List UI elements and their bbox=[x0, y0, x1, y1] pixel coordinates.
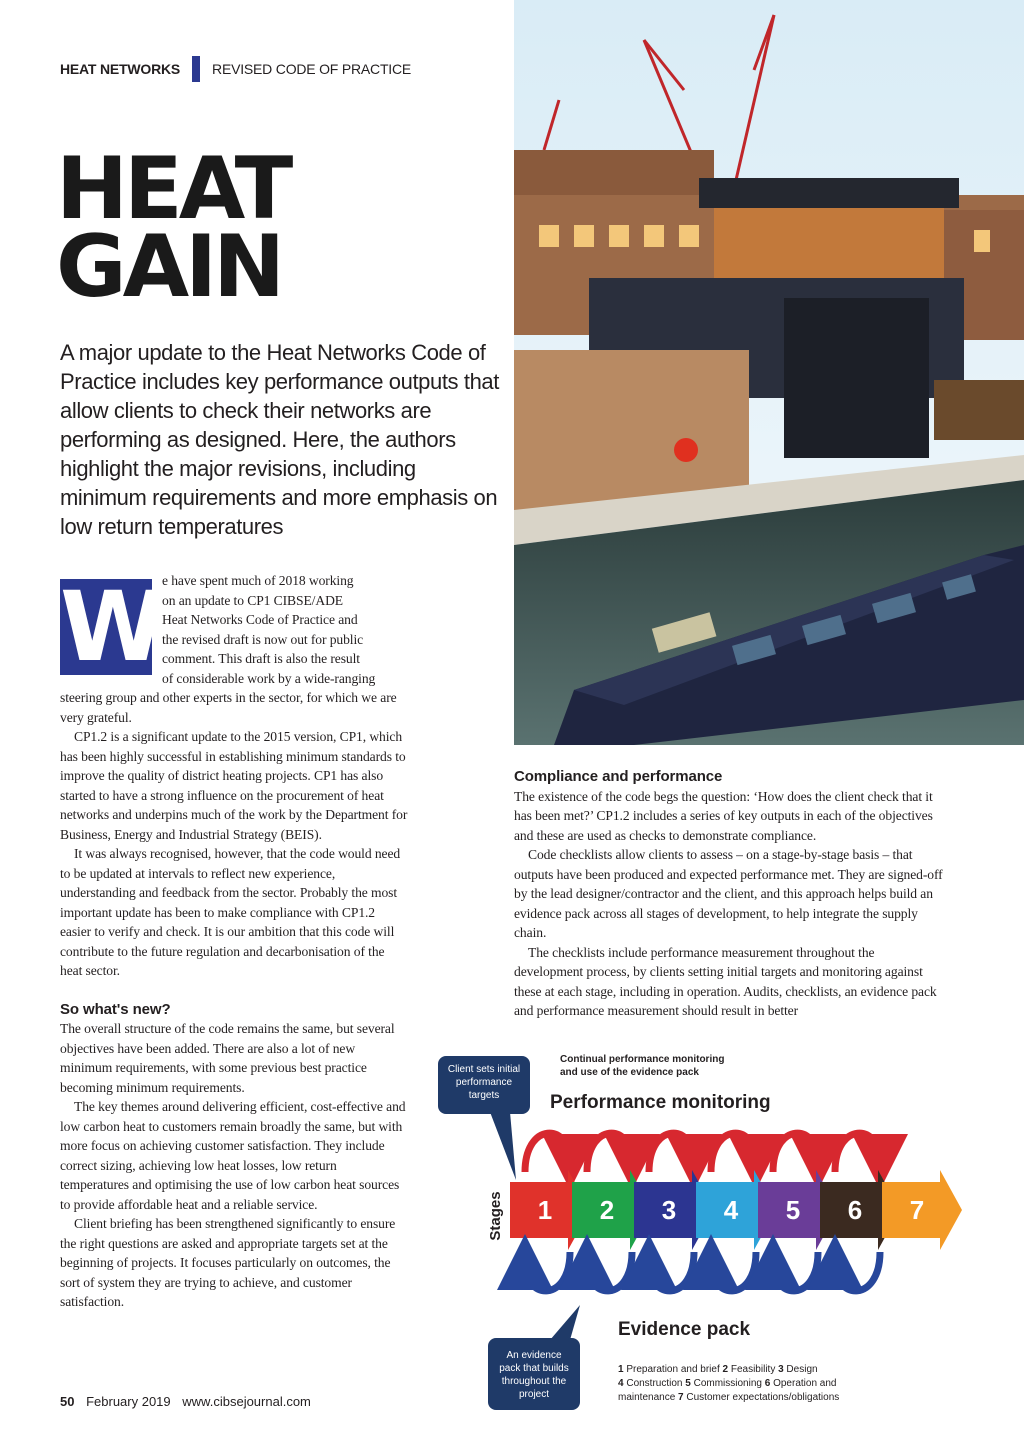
performance-diagram bbox=[430, 1040, 990, 1440]
loop-arrow bbox=[649, 1252, 694, 1291]
intro-line: the revised draft is now out for public bbox=[162, 631, 364, 647]
stage-number-7: 7 bbox=[909, 1195, 925, 1225]
section-header bbox=[60, 56, 411, 82]
header-divider bbox=[192, 56, 200, 82]
top-loop-arrows bbox=[525, 1133, 880, 1172]
paragraph: steering group and other experts in the sector, for which we are very grateful. bbox=[60, 690, 397, 725]
loop-arrow bbox=[587, 1133, 632, 1172]
page-footer bbox=[60, 1394, 311, 1409]
intro-lines bbox=[162, 571, 402, 688]
stage-arrows bbox=[510, 1170, 962, 1250]
intro-line: Heat Networks Code of Practice and bbox=[162, 612, 358, 627]
loop-arrow bbox=[649, 1133, 694, 1172]
callout-bottom-text-1: An evidence bbox=[506, 1350, 562, 1361]
bottom-loop-arrows bbox=[525, 1252, 880, 1291]
intro-line: comment. This draft is also the result bbox=[162, 651, 360, 666]
left-column bbox=[60, 688, 408, 1312]
loop-arrow bbox=[773, 1133, 818, 1172]
paragraph: It was always recognised, however, that the code would need to be updated at intervals to reflect new experience, understanding and feedback from the sector. Probably the most important update has been to make compliance with CP1.2 easier to verify and check. It is our ambition that this code will contribute to the future regulation and decarbonisation of the heat sector. bbox=[60, 846, 401, 978]
paragraph: The checklists include performance measurement throughout the development process, by clients setting initial targets and monitoring against these at each stage, including in operation. Audits, checklists, an evidence pack and performance measurement should result in better bbox=[514, 944, 937, 1018]
stage-number-5: 5 bbox=[785, 1195, 801, 1225]
loop-arrow bbox=[525, 1252, 570, 1291]
callout-top-text-3: targets bbox=[468, 1090, 500, 1101]
title-line-1: HEAT bbox=[56, 139, 290, 239]
callout-client-targets bbox=[438, 1056, 530, 1180]
subsection-label: REVISED CODE OF PRACTICE bbox=[212, 61, 412, 77]
loop-arrow bbox=[835, 1252, 880, 1291]
intro-line: on an update to CP1 CIBSE/ADE bbox=[162, 592, 343, 608]
loop-arrow bbox=[711, 1252, 756, 1291]
paragraph: The key themes around delivering efficient, cost-effective and low carbon heat to customers remain broadly the same, but with more focus on achieving customer satisfaction. They include correct sizing, achieving low heat losses, low return temperatures and optimising the use of low carbon heat sources to provide affordable heat and a reliable service. bbox=[60, 1099, 406, 1212]
callout-bottom-text-3: throughout the bbox=[501, 1376, 567, 1387]
loop-arrow bbox=[835, 1133, 880, 1172]
loop-arrow bbox=[773, 1252, 818, 1291]
stage-number-2: 2 bbox=[599, 1195, 615, 1225]
intro-line: e have spent much of 2018 working bbox=[162, 573, 354, 588]
callout-evidence-pack bbox=[488, 1305, 580, 1410]
stage-number-1: 1 bbox=[537, 1195, 553, 1225]
subhead-whats-new: So what's new? bbox=[60, 1000, 171, 1018]
stage-legend bbox=[618, 1364, 839, 1403]
paragraph: The overall structure of the code remains the same, but several objectives have been added. There are also a lot of new minimum requirements, with some previous best practice becoming minimum requirements. bbox=[60, 1021, 395, 1095]
right-column bbox=[514, 767, 944, 1021]
intro-line: of considerable work by a wide-ranging bbox=[162, 670, 376, 686]
paragraph: The existence of the code begs the question: ‘How does the client check that it has been met?’ CP1.2 includes a series of key outputs in each of the objectives and these are used as checks to demonstrate compliance. bbox=[514, 788, 933, 843]
stage-number-4: 4 bbox=[723, 1195, 739, 1225]
stage-number-6: 6 bbox=[847, 1195, 863, 1225]
continual-label-2: and use of the evidence pack bbox=[560, 1067, 699, 1078]
callout-top-text-1: Client sets initial bbox=[447, 1064, 521, 1075]
stages-label: Stages bbox=[487, 1191, 504, 1241]
callout-top-text-2: performance bbox=[455, 1077, 513, 1088]
legend-line-3: maintenance 7 Customer expectations/obligations bbox=[618, 1392, 840, 1403]
loop-arrow bbox=[587, 1252, 632, 1291]
legend-line-1: 1 Preparation and brief 2 Feasibility 3 Design bbox=[618, 1364, 818, 1375]
photo-illustration bbox=[514, 0, 1024, 745]
legend-line-2: 4 Construction 5 Commissioning 6 Operation and bbox=[618, 1378, 837, 1389]
stage-number-3: 3 bbox=[661, 1195, 677, 1225]
callout-bottom-text-2: pack that builds bbox=[499, 1363, 569, 1374]
issue-date: February 2019 bbox=[86, 1394, 171, 1409]
callout-bottom-text-4: project bbox=[518, 1389, 550, 1400]
standfirst: A major update to the Heat Networks Code of Practice includes key performance outputs that allow clients to check their networks are performing as designed. Here, the authors highlight the major revisions, including minimum requirements and more emphasis on low return temperatures bbox=[60, 340, 499, 539]
paragraph: CP1.2 is a significant update to the 2015 version, CP1, which has been highly successful in establishing minimum standards to improve the quality of district heating projects. CP1 has also started to have a strong influence on the procurement of heat networks and underpins much of the work by the Department for Business, Energy and Industrial Strategy (BEIS). bbox=[60, 729, 408, 842]
continual-label-1: Continual performance monitoring bbox=[560, 1054, 725, 1065]
subhead-compliance: Compliance and performance bbox=[514, 768, 723, 785]
loop-arrow bbox=[711, 1133, 756, 1172]
title-line-2: GAIN bbox=[56, 217, 282, 317]
website-link[interactable]: www.cibsejournal.com bbox=[182, 1394, 311, 1409]
evidence-title: Evidence pack bbox=[618, 1319, 751, 1340]
article-title bbox=[56, 139, 290, 317]
section-label: HEAT NETWORKS bbox=[60, 61, 181, 77]
paragraph: Client briefing has been strengthened significantly to ensure the right questions are asked and appropriate targets set at the beginning of projects. It focuses particularly on outcomes, the sort of system they are trying to achieve, and customer satisfaction. bbox=[60, 1216, 396, 1309]
loop-arrow bbox=[525, 1133, 570, 1172]
canal-building-photo bbox=[514, 0, 1024, 745]
page-number: 50 bbox=[60, 1394, 75, 1409]
paragraph: Code checklists allow clients to assess – on a stage-by-stage basis – that outputs have been produced and expected performance met. They are signed-off by the lead designer/contractor and the client, and this approach helps build an evidence pack across all stages of development, to help integrate the supply chain. bbox=[514, 847, 943, 940]
drop-cap: W bbox=[60, 571, 162, 683]
performance-title: Performance monitoring bbox=[550, 1092, 771, 1113]
